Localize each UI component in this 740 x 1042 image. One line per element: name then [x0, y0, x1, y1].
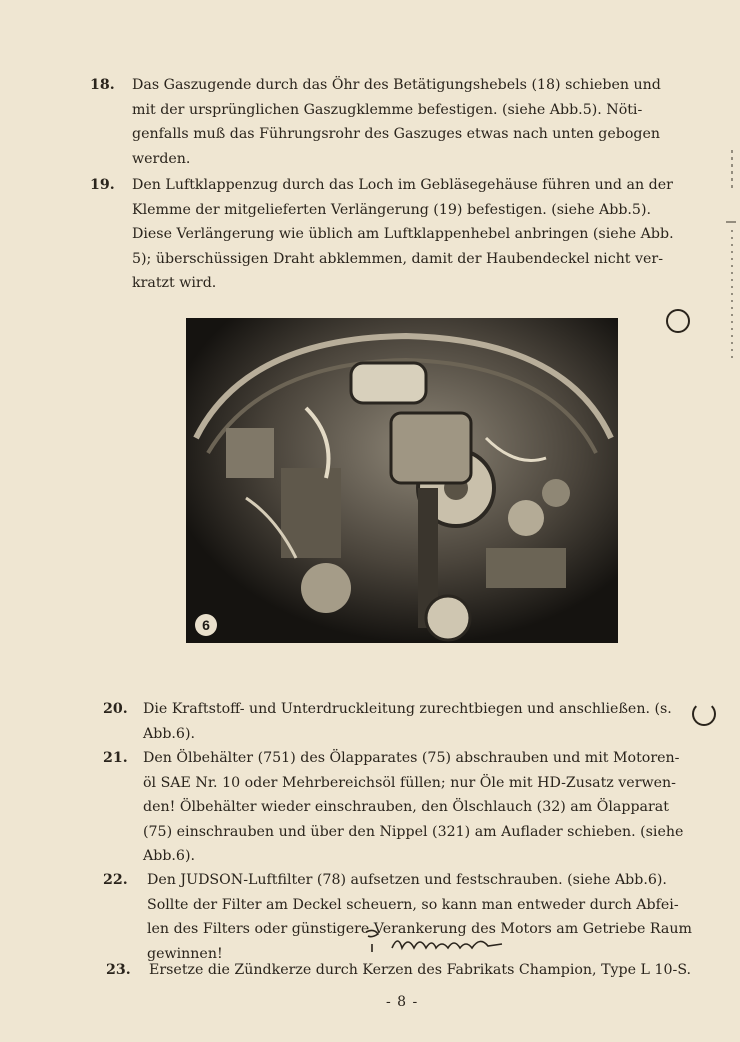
- item-line: Ersetze die Zündkerze durch Kerzen des Fabrikats Champion, Type L 10-S.: [149, 962, 692, 978]
- item-line: Abb.6).: [143, 848, 195, 864]
- item-line: len des Filters oder günstigere Verankerung des Motors am Getriebe Raum: [147, 921, 692, 937]
- item-line: Das Gaszugende durch das Öhr des Betätigungshebels (18) schieben und: [132, 77, 661, 93]
- item-number: 18.: [90, 77, 115, 93]
- item-line: Abb.6).: [143, 725, 195, 742]
- punch-hole-mark: [666, 309, 690, 333]
- item-number: 23.: [106, 962, 131, 978]
- item-line: Die Kraftstoff- und Unterdruckleitung zurechtbiegen und anschließen. (s.: [143, 701, 672, 717]
- item-line: kratzt wird.: [132, 275, 217, 291]
- item-number: 21.: [103, 750, 128, 766]
- instruction-item-23: [106, 958, 706, 986]
- item-line: Den Luftklappenzug durch das Loch im Gebläsegehäuse führen und an der: [132, 177, 673, 193]
- item-line: Diese Verlängerung wie üblich am Luftklappenhebel anbringen (siehe Abb.: [132, 226, 674, 242]
- item-line: genfalls muß das Führungsrohr des Gaszuges etwas nach unten gebogen: [132, 126, 661, 142]
- item-line: Den Ölbehälter (751) des Ölapparates (75) abschrauben und mit Motoren-: [143, 750, 680, 766]
- engine-photo-drawing: [186, 318, 618, 643]
- item-line: öl SAE Nr. 10 oder Mehrbereichsöl füllen; nur Öle mit HD-Zusatz verwen-: [143, 774, 676, 791]
- item-line: Sollte der Filter am Deckel scheuern, so kann man entweder durch Abfei-: [147, 896, 679, 913]
- item-line: (75) einschrauben und über den Nippel (321) am Auflader schieben. (siehe: [143, 823, 684, 840]
- instruction-item-19: [90, 173, 690, 297]
- handwritten-signature: [362, 926, 522, 958]
- item-line: Den JUDSON-Luftfilter (78) aufsetzen und festschrauben. (siehe Abb.6).: [147, 872, 667, 888]
- item-number: 19.: [90, 177, 115, 193]
- punch-hole-mark: [692, 702, 716, 726]
- item-line: Klemme der mitgelieferten Verlängerung (19) befestigen. (siehe Abb.5).: [132, 201, 652, 218]
- margin-marks: [724, 150, 738, 370]
- figure-label: 6: [202, 617, 210, 633]
- item-line: werden.: [132, 150, 191, 167]
- item-number: 20.: [103, 701, 128, 717]
- instruction-item-20: [103, 697, 703, 747]
- item-line: gewinnen!: [147, 945, 223, 962]
- item-line: mit der ursprünglichen Gaszugklemme befestigen. (siehe Abb.5). Nöti-: [132, 101, 643, 118]
- instruction-item-21: [103, 746, 703, 870]
- engine-photo: [186, 318, 618, 643]
- item-line: 5); überschüssigen Draht abklemmen, damit der Haubendeckel nicht ver-: [132, 250, 663, 267]
- page-number: - 8 -: [386, 994, 419, 1010]
- item-line: den! Ölbehälter wieder einschrauben, den Ölschlauch (32) am Ölapparat: [143, 799, 669, 815]
- instruction-item-18: [90, 73, 690, 173]
- item-number: 22.: [103, 872, 128, 888]
